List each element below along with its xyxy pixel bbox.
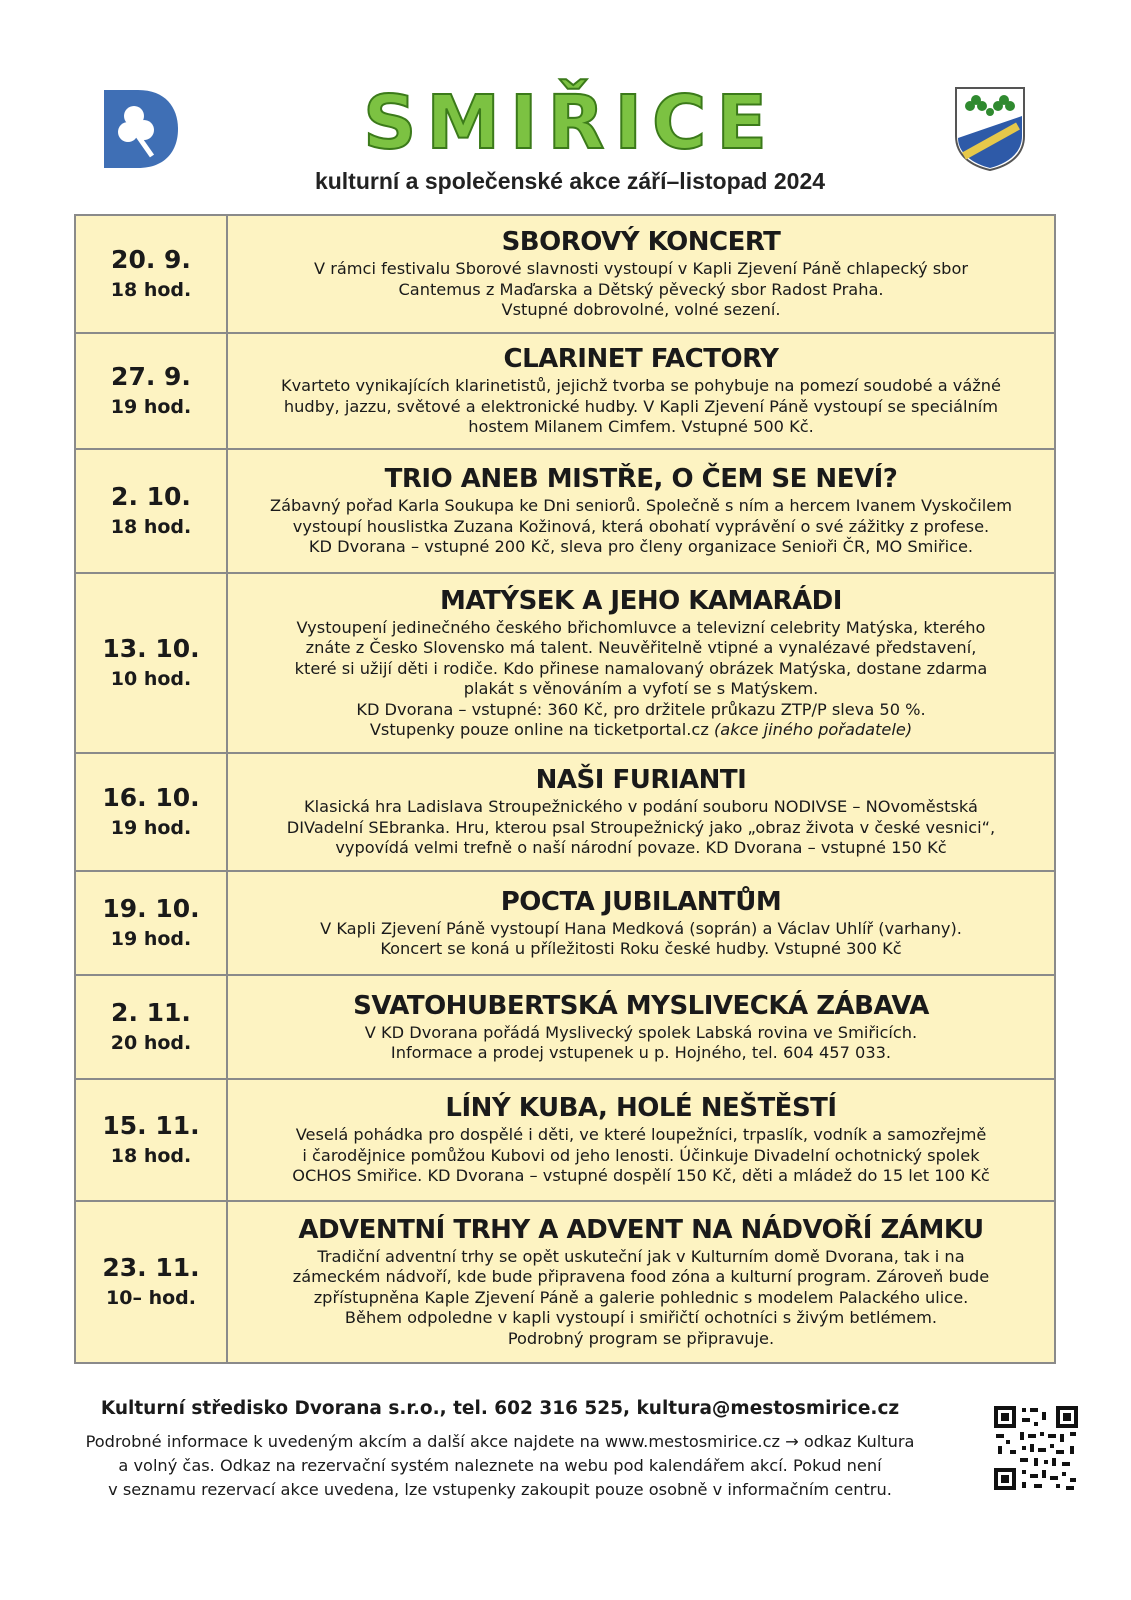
event-row [75,1201,1055,1363]
event-title: SVATOHUBERTSKÁ MYSLIVECKÁ ZÁBAVA [353,990,929,1021]
event-date: 13. 10. [102,634,200,663]
event-description [238,259,1044,321]
event-date-cell [75,1079,227,1201]
event-desc-line: plakát s věnováním a vyfotí se s Matýskem. [463,679,819,698]
event-description [238,1125,1044,1187]
event-date: 2. 11. [111,998,191,1027]
event-date: 2. 10. [111,482,191,511]
footer-line: a volný čas. Odkaz na rezervační systém naleznete na webu pod kalendářem akcí. Pokud není [118,1456,882,1475]
event-title: CLARINET FACTORY [503,344,779,375]
qr-code-icon[interactable] [992,1404,1080,1492]
event-date-cell [75,1201,227,1363]
event-date-cell [75,871,227,975]
event-desc-line: Zábavný pořad Karla Soukupa ke Dni seniorů. Společně s ním a hercem Ivanem Vyskočilem [269,496,1012,516]
event-time: 18 hod. [110,1145,192,1167]
event-desc-text: Vstupenky pouze online na ticketportal.cz [369,720,714,739]
event-info-cell [227,333,1055,449]
event-desc-line [238,720,1044,741]
event-date: 27. 9. [111,362,191,391]
event-info-cell [227,573,1055,753]
event-row [75,1079,1055,1201]
event-description [238,919,1044,960]
event-row [75,871,1055,975]
event-desc-line: zpřístupněna Kaple Zjevení Páně a galerie pohlednic s modelem Palackého ulice. [313,1287,969,1307]
event-desc-line: Koncert se koná u příležitosti Roku české hudby. Vstupné 300 Kč [380,939,902,958]
event-date: 20. 9. [111,245,191,274]
event-desc-line: které si užijí děti i rodiče. Kdo přinese namalovaný obrázek Matýska, dostane zdarma [294,658,988,678]
event-title: SBOROVÝ KONCERT [501,227,781,258]
coat-of-arms-icon [954,86,1026,172]
event-desc-line: Kvarteto vynikajících klarinetistů, jejichž tvorba se pohybuje na pomezí soudobé a vážné [280,376,1001,396]
event-title: TRIO ANEB MISTŘE, O ČEM SE NEVÍ? [384,464,898,495]
town-logo-icon [104,90,178,168]
event-row [75,573,1055,753]
event-row [75,449,1055,573]
event-date: 19. 10. [102,894,200,923]
event-date: 16. 10. [102,783,200,812]
event-title: MATÝSEK A JEHO KAMARÁDI [440,585,842,616]
event-info-cell [227,753,1055,871]
event-date-cell [75,975,227,1079]
event-desc-line: Klasická hra Ladislava Stroupežnického v podání souboru NODIVSE – NOvoměstská [304,797,978,817]
page-subtitle: kulturní a společenské akce září–listopad 2024 [314,168,826,194]
event-title: LÍNÝ KUBA, HOLÉ NEŠTĚSTÍ [445,1093,837,1124]
event-title: POCTA JUBILANTŮM [500,886,782,917]
event-time: 18 hod. [110,279,192,301]
event-time: 18 hod. [110,516,192,538]
event-description [238,496,1044,558]
event-info-cell [227,215,1055,333]
event-desc-line: znáte z Česko Slovensko má talent. Neuvěřitelně vtipné a vynalézavé představení, [305,638,977,657]
event-desc-italic: (akce jiného pořadatele) [713,720,913,739]
event-row [75,753,1055,871]
event-time: 10 hod. [110,668,192,690]
event-desc-line: Vstupné dobrovolné, volné sezení. [501,300,781,320]
event-desc-line: hudby, jazzu, světové a elektronické hudby. V Kapli Zjevení Páně vystoupí se speciálním [283,396,999,416]
event-title: NAŠI FURIANTI [535,765,747,796]
event-description [238,797,1044,859]
event-time: 19 hod. [110,928,192,950]
event-time: 20 hod. [110,1032,192,1054]
event-desc-line: zámeckém nádvoří, kde bude připravena food zóna a kulturní program. Zároveň bude [292,1267,990,1287]
event-date: 23. 11. [102,1253,200,1282]
event-date: 15. 11. [102,1111,200,1140]
event-desc-line: V KD Dvorana pořádá Myslivecký spolek Labská rovina ve Smiřicích. [364,1022,918,1042]
event-title: ADVENTNÍ TRHY A ADVENT NA NÁDVOŘÍ ZÁMKU [298,1214,984,1245]
event-desc-line: Tradiční adventní trhy se opět uskuteční jak v Kulturním domě Dvorana, tak i na [317,1246,965,1266]
event-desc-line: Cantemus z Maďarska a Dětský pěvecký sbor Radost Praha. [398,279,884,299]
event-date-cell [75,753,227,871]
event-date-cell [75,333,227,449]
footer-line: v seznamu rezervací akce uvedena, lze vstupenky zakoupit pouze osobně v informačním centru. [108,1480,892,1499]
event-desc-line: DIVadelní SEbranka. Hru, kterou psal Stroupežnický jako „obraz života v české vesnici“, [286,817,996,837]
event-date-cell [75,215,227,333]
event-row [75,333,1055,449]
event-desc-line: Vystoupení jedinečného českého břichomluvce a televizní celebrity Matýska, kterého [296,617,986,637]
event-time: 19 hod. [110,817,192,839]
event-info-cell [227,871,1055,975]
footer-contact: Kulturní středisko Dvorana s.r.o., tel. 602 316 525, kultura@mestosmirice.cz [100,1398,900,1419]
event-info-cell [227,1201,1055,1363]
event-date-cell [75,449,227,573]
event-desc-line: vystoupí houslistka Zuzana Kožinová, která obohatí vyprávění o své zážitky z profese. [292,516,990,536]
footer-line: Podrobné informace k uvedeným akcím a další akce najdete na www.mestosmirice.cz → odkaz Kultura [85,1432,915,1451]
event-desc-line: OCHOS Smiřice. KD Dvorana – vstupné dospělí 150 Kč, děti a mládež do 15 let 100 Kč [292,1166,990,1186]
event-description [238,618,1044,741]
event-desc-line: Veselá pohádka pro dospělé i děti, ve které loupežníci, trpaslík, vodník a samozřejmě [295,1125,987,1145]
footer-info [50,1430,950,1502]
event-desc-line: Podrobný program se připravuje. [507,1328,775,1348]
event-info-cell [227,975,1055,1079]
event-desc-line: vypovídá velmi trefně o naší národní povaze. KD Dvorana – vstupné 150 Kč [335,838,947,858]
event-desc-line: i čarodějnice pomůžou Kubovi od jeho lenosti. Účinkuje Divadelní ochotnický spolek [302,1145,980,1165]
event-row [75,215,1055,333]
event-desc-line: V rámci festivalu Sborové slavnosti vystoupí v Kapli Zjevení Páně chlapecký sbor [313,259,969,279]
event-description [238,1247,1044,1350]
event-info-cell [227,449,1055,573]
event-desc-line: Během odpoledne v kapli vystoupí i smiřičtí ochotníci s živým betlémem. [344,1308,938,1328]
event-info-cell [227,1079,1055,1201]
page-title: SMIŘICE [363,80,777,166]
event-description [238,376,1044,438]
event-row [75,975,1055,1079]
events-table [74,214,1056,1364]
event-description [238,1023,1044,1064]
event-desc-line: KD Dvorana – vstupné 200 Kč, sleva pro členy organizace Senioři ČR, MO Smiřice. [308,537,974,557]
event-time: 19 hod. [110,396,192,418]
event-desc-line: Informace a prodej vstupenek u p. Hojného, tel. 604 457 033. [390,1043,892,1062]
event-desc-line: KD Dvorana – vstupné: 360 Kč, pro držitele průkazu ZTP/P sleva 50 %. [356,699,926,719]
event-time: 10– hod. [106,1287,196,1309]
event-desc-line: hostem Milanem Cimfem. Vstupné 500 Kč. [468,417,814,437]
event-date-cell [75,573,227,753]
event-desc-line: V Kapli Zjevení Páně vystoupí Hana Medková (soprán) a Václav Uhlíř (varhany). [320,918,962,938]
